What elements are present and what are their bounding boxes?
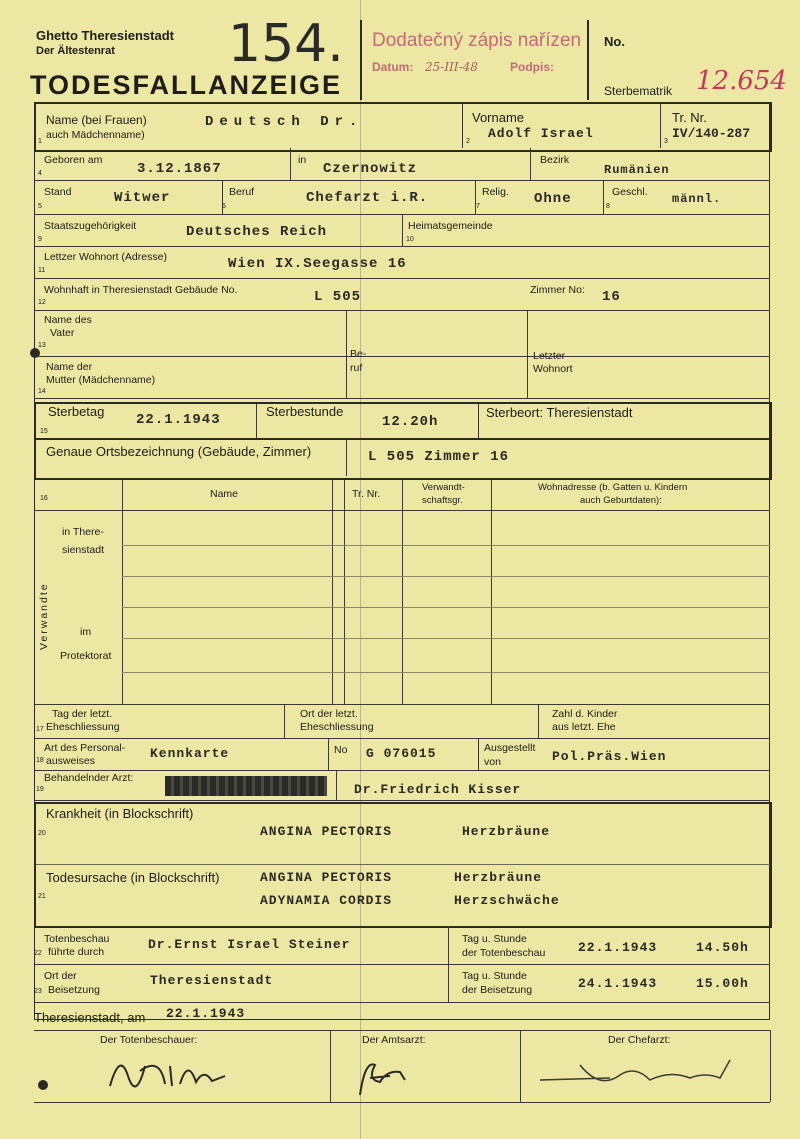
divider (256, 404, 257, 438)
field-number: 1 (38, 138, 42, 145)
mother-label: Name der (46, 361, 93, 373)
divider (478, 738, 479, 770)
no-label: No. (604, 34, 625, 49)
divider (520, 1030, 521, 1102)
kids-label: Zahl d. Kinder (552, 708, 618, 720)
heimat-label: Heimatsgemeinde (408, 220, 493, 232)
issued-value: Pol.Präs.Wien (552, 749, 667, 764)
field-number: 20 (38, 830, 46, 837)
burial-time-label-2: der Beisetzung (462, 984, 533, 996)
marriage-place-label: Ort der letzt. (300, 708, 358, 720)
death-hour-label: Sterbestunde (266, 404, 344, 419)
residence-label: Wohnhaft in Theresienstadt Gebäude No. (44, 284, 238, 296)
marriage-day-label: Tag der letzt. (52, 708, 113, 720)
field-number: 4 (38, 170, 42, 177)
table-line (122, 545, 770, 546)
signature-inspector (100, 1046, 240, 1096)
stamp-title: Dodatečný zápis nařízen (372, 30, 582, 51)
in-label: in (298, 154, 307, 166)
field-number: 16 (40, 495, 48, 502)
divider (603, 180, 604, 214)
row-line (34, 310, 770, 311)
divider (478, 404, 479, 438)
divider (530, 148, 531, 180)
parent-wohnort-label: Letzter (533, 350, 566, 362)
row-line (34, 704, 770, 705)
issued-label: Ausgestellt (484, 742, 536, 754)
divider (336, 770, 337, 800)
cause-line2-a: ADYNAMIA CORDIS (260, 893, 393, 908)
id-label-2: ausweises (46, 755, 96, 767)
sig3-label: Der Chefarzt: (608, 1034, 671, 1046)
address-value: Wien IX.Seegasse 16 (228, 256, 407, 272)
name-label-2: auch Mädchenname) (46, 129, 145, 141)
divider (402, 214, 403, 246)
vorname-label: Vorname (472, 110, 525, 125)
residence-value: L 505 (314, 289, 362, 305)
field-number: 11 (38, 267, 46, 274)
burial-time-label: Tag u. Stunde (462, 970, 527, 982)
inspection-date: 22.1.1943 (578, 940, 658, 955)
vorname-value: Adolf Israel (488, 126, 594, 141)
father-label-2: Vater (50, 327, 75, 339)
field-number: 18 (36, 757, 44, 764)
row-line (34, 356, 770, 357)
divider (330, 1030, 331, 1102)
divider (328, 738, 329, 770)
marriage-place-label-2: Eheschliessung (300, 721, 374, 733)
burial-label-2: Beisetzung (48, 984, 100, 996)
divider (284, 704, 285, 738)
divider (332, 480, 333, 704)
divider (402, 480, 403, 704)
stand-label: Stand (44, 186, 72, 198)
place-date-label: Theresienstadt, am (34, 1010, 146, 1025)
illness-label: Krankheit (in Blockschrift) (46, 806, 194, 821)
marriage-day-label-2: Eheschliessung (46, 721, 120, 733)
in-theresienstadt-2: sienstadt (62, 544, 105, 556)
name-value: Deutsch Dr. (205, 114, 364, 130)
rel-kin-header-2: schaftsgr. (422, 495, 463, 506)
row-line (36, 864, 770, 865)
death-hour-value: 12.20h (382, 414, 439, 430)
mother-label-2: Mutter (Mädchenname) (46, 374, 156, 386)
protektorat-label: Protektorat (60, 650, 112, 662)
register-label: Sterbematrik (604, 84, 673, 98)
relig-value: Ohne (534, 191, 572, 207)
trnr-label: Tr. Nr. (672, 110, 707, 125)
divider (538, 704, 539, 738)
divider (527, 310, 528, 398)
rel-addr-header: Wohnadresse (b. Gatten u. Kindern (538, 482, 688, 493)
place-date-value: 22.1.1943 (166, 1006, 246, 1021)
illness-value-a: ANGINA PECTORIS (260, 824, 393, 839)
id-no-value: G 076015 (366, 746, 437, 761)
field-number: 22 (34, 950, 42, 957)
divider (770, 1030, 771, 1102)
field-number: 6 (222, 203, 226, 210)
ghetto-name: Ghetto Theresienstadt (36, 28, 174, 43)
rel-addr-header-2: auch Geburtdaten): (580, 495, 662, 506)
doctor-value: Dr.Friedrich Kisser (354, 782, 522, 797)
im-label: im (80, 626, 92, 638)
in-value: Czernowitz (323, 161, 418, 177)
in-theresienstadt: in There- (62, 526, 104, 538)
row-line (34, 180, 770, 181)
row-line (34, 1030, 770, 1031)
cause-line1-a: ANGINA PECTORIS (260, 870, 393, 885)
row-line (34, 1002, 770, 1003)
divider (346, 310, 347, 398)
born-value: 3.12.1867 (137, 161, 222, 177)
row-line (34, 1102, 770, 1103)
cause-label: Todesursache (in Blockschrift) (46, 870, 220, 885)
zimmer-value: 16 (602, 289, 621, 305)
burial-hour: 15.00h (696, 976, 749, 991)
row-line (34, 738, 770, 739)
death-exact-label: Genaue Ortsbezeichnung (Gebäude, Zimmer) (46, 444, 312, 459)
divider (346, 440, 347, 476)
field-number: 2 (466, 138, 470, 145)
inspection-time-label-2: der Totenbeschau (462, 947, 546, 959)
father-label: Name des (44, 314, 92, 326)
field-number: 9 (38, 236, 42, 243)
citizenship-value: Deutsches Reich (186, 224, 328, 240)
stand-value: Witwer (114, 190, 171, 206)
death-day-value: 22.1.1943 (136, 412, 221, 428)
table-line (122, 607, 770, 608)
stamp-date-label: Datum: (372, 60, 414, 74)
form-title: TODESFALLANZEIGE (30, 70, 343, 100)
signature-amtsarzt (345, 1050, 425, 1100)
rel-name-header: Name (210, 488, 239, 500)
divider (122, 480, 123, 704)
name-label: Name (bei Frauen) (46, 113, 147, 127)
row-line (34, 964, 770, 965)
burial-date: 24.1.1943 (578, 976, 658, 991)
divider (448, 926, 449, 1002)
cause-line2-b: Herzschwäche (454, 893, 560, 908)
field-number: 10 (406, 236, 414, 243)
table-line (122, 672, 770, 673)
born-label: Geboren am (44, 154, 103, 166)
burial-label: Ort der (44, 970, 77, 982)
parent-beruf-label-2: ruf (350, 362, 363, 374)
divider (462, 104, 463, 148)
stamp-date-value: 25-III-48 (425, 60, 478, 74)
rel-kin-header: Verwandt- (422, 482, 465, 493)
row-line (34, 800, 770, 801)
field-number: 3 (664, 138, 668, 145)
relatives-side-label: Verwandte (38, 582, 50, 650)
death-day-label: Sterbetag (48, 404, 105, 419)
field-number: 13 (38, 342, 46, 349)
parent-beruf-label: Be- (350, 348, 367, 360)
row-line (34, 770, 770, 771)
relig-label: Relig. (482, 186, 509, 198)
table-line (122, 638, 770, 639)
zimmer-label: Zimmer No: (530, 284, 585, 296)
field-number: 8 (606, 203, 610, 210)
name-row-box (34, 102, 772, 152)
row-line (34, 398, 770, 399)
cause-line1-b: Herzbräune (454, 870, 543, 885)
table-line (122, 576, 770, 577)
stamp-sign-label: Podpis: (510, 60, 554, 74)
field-number: 15 (40, 428, 48, 435)
citizenship-label: Staatszugehörigkeit (44, 220, 137, 232)
divider (344, 480, 345, 704)
doctor-label: Behandelnder Arzt: (44, 772, 134, 784)
beruf-label: Beruf (229, 186, 255, 198)
sig2-label: Der Amtsarzt: (362, 1034, 426, 1046)
divider (290, 148, 291, 180)
field-number: 12 (38, 299, 46, 306)
bezirk-value: Rumänien (604, 163, 670, 177)
death-exact-value: L 505 Zimmer 16 (368, 449, 510, 465)
hand-number: 154. (228, 14, 344, 74)
header-divider-2 (587, 20, 589, 100)
burial-value: Theresienstadt (150, 973, 274, 988)
id-label: Art des Personal- (44, 742, 126, 754)
inspection-label: Totenbeschau (44, 933, 110, 945)
trnr-value: IV/140-287 (672, 126, 751, 141)
divider (660, 104, 661, 148)
death-place-label: Sterbeort: Theresienstadt (486, 405, 633, 420)
illness-value-b: Herzbräune (462, 824, 551, 839)
inspection-time-label: Tag u. Stunde (462, 933, 527, 945)
field-number: 7 (476, 203, 480, 210)
beruf-value: Chefarzt i.R. (306, 190, 429, 206)
geschl-value: männl. (672, 192, 722, 206)
sig1-label: Der Totenbeschauer: (100, 1034, 198, 1046)
inspection-label-2: führte durch (48, 946, 105, 958)
id-no-label: No (334, 744, 348, 756)
bezirk-label: Bezirk (540, 154, 570, 166)
inspection-hour: 14.50h (696, 940, 749, 955)
field-number: 17 (36, 726, 44, 733)
address-label: Lettzer Wohnort (Adresse) (44, 251, 167, 263)
field-number: 14 (38, 388, 46, 395)
row-line (34, 246, 770, 247)
field-number: 5 (38, 203, 42, 210)
geschl-label: Geschl. (612, 186, 648, 198)
kids-label-2: aus letzt. Ehe (552, 721, 616, 733)
inspection-value: Dr.Ernst Israel Steiner (148, 937, 351, 952)
field-number: 23 (34, 988, 42, 995)
row-line (34, 278, 770, 279)
doctor-struck (165, 776, 327, 796)
register-value: 12.654 (696, 66, 787, 96)
punch-hole (38, 1080, 48, 1090)
council-name: Der Ältestenrat (36, 45, 115, 57)
parent-wohnort-label-2: Wohnort (533, 363, 573, 375)
field-number: 21 (38, 893, 46, 900)
signature-chefarzt (530, 1050, 740, 1095)
row-line (36, 438, 770, 440)
divider (491, 480, 492, 704)
field-number: 19 (36, 786, 44, 793)
rel-trnr-header: Tr. Nr. (352, 488, 381, 500)
id-value: Kennkarte (150, 746, 230, 761)
header-divider (360, 20, 362, 100)
issued-label-2: von (484, 756, 501, 768)
